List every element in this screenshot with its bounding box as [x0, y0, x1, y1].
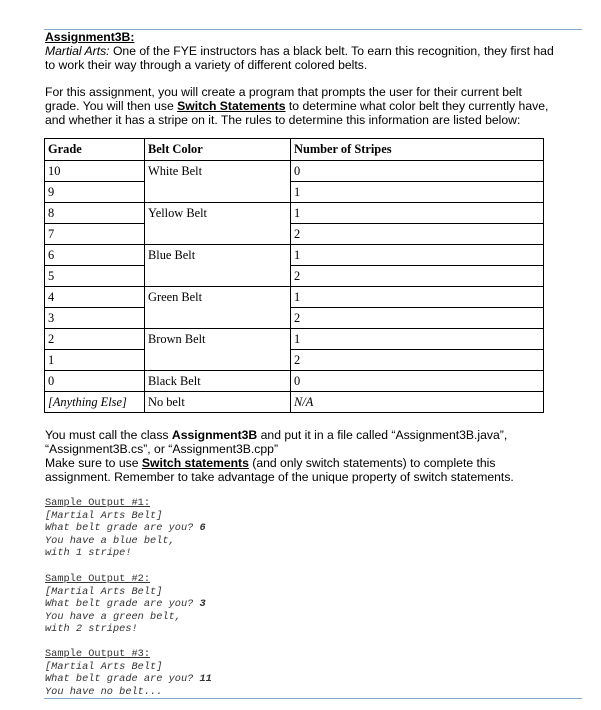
belt-color-cell: Black Belt	[145, 371, 291, 392]
grade-cell: 9	[45, 182, 145, 203]
sample-line: [Martial Arts Belt]	[45, 509, 163, 522]
table-row	[45, 287, 544, 308]
intro-paragraph	[45, 85, 555, 127]
prompt-text: What belt grade are you?	[45, 522, 200, 534]
intro-text-1: For this assignment, you will create a program that prompts the user for their current belt grade. You will then use	[45, 85, 522, 113]
assignment-description	[45, 44, 555, 72]
table-row	[45, 182, 544, 203]
table-row	[45, 392, 544, 413]
switch-statements-link-2: Switch statements	[141, 456, 249, 470]
switch-req-text-1: Make sure to use	[45, 456, 142, 470]
grade-cell: 8	[45, 203, 145, 224]
belt-color-cell: Brown Belt	[145, 329, 291, 371]
class-name: Assignment3B	[171, 428, 258, 442]
sample-result: with 1 stripe!	[45, 547, 132, 559]
sample-prompt	[45, 522, 206, 535]
grade-cell: 3	[45, 308, 145, 329]
topic-label: Martial Arts:	[45, 44, 110, 58]
sample-line: [Martial Arts Belt]	[45, 585, 163, 598]
requirements-paragraph	[45, 428, 555, 484]
header-grade: Grade	[45, 139, 145, 161]
table-row	[45, 350, 544, 371]
switch-statements-link: Switch Statements	[177, 99, 286, 113]
stripes-cell: 1	[291, 329, 544, 350]
stripes-cell: 1	[291, 287, 544, 308]
stripes-cell: 2	[291, 350, 544, 371]
prompt-text: What belt grade are you?	[45, 598, 200, 610]
sample-prompt	[45, 598, 206, 611]
belt-color-cell: Green Belt	[145, 287, 291, 329]
stripes-cell: 2	[291, 224, 544, 245]
header-belt-color: Belt Color	[145, 139, 291, 161]
sample-result: You have a blue belt,	[45, 534, 175, 547]
stripes-cell: 1	[291, 203, 544, 224]
table-row	[45, 203, 544, 224]
sample-result: You have a green belt,	[45, 610, 181, 623]
table-row	[45, 371, 544, 392]
user-input: 11	[199, 673, 212, 685]
user-input: 3	[199, 598, 206, 610]
switch-requirement	[45, 456, 555, 484]
bottom-rule	[44, 698, 582, 699]
belt-color-cell: White Belt	[145, 161, 291, 203]
sample-header: Sample Output #2:	[45, 573, 151, 585]
stripes-cell: N/A	[291, 392, 544, 413]
table-row	[45, 161, 544, 182]
header-stripes: Number of Stripes	[291, 139, 544, 161]
grade-cell: 6	[45, 245, 145, 266]
grade-cell: 10	[45, 161, 145, 182]
belt-color-cell: No belt	[145, 392, 291, 413]
sample-output-3	[45, 648, 212, 698]
grade-cell: 1	[45, 350, 145, 371]
sample-result: You have no belt...	[45, 685, 163, 698]
table-row	[45, 245, 544, 266]
stripes-cell: 2	[291, 266, 544, 287]
assignment-title: Assignment3B:	[45, 30, 135, 44]
grade-cell: 4	[45, 287, 145, 308]
class-requirement	[45, 428, 555, 456]
user-input: 6	[199, 522, 206, 534]
grade-cell: 7	[45, 224, 145, 245]
table-row	[45, 266, 544, 287]
stripes-cell: 1	[291, 182, 544, 203]
belt-rules-table	[44, 138, 544, 413]
table-row	[45, 308, 544, 329]
stripes-cell: 1	[291, 245, 544, 266]
switch-req-text-2: (and only switch statements) to complete this assignment. Remember to take advantage of the unique property of switch statements.	[45, 456, 514, 484]
class-req-text-2: and put it in a file called “Assignment3B.java”, “Assignment3B.cs”, or “Assignment3B.cpp”	[45, 428, 508, 456]
sample-header: Sample Output #3:	[45, 648, 151, 660]
sample-output-1	[45, 497, 206, 560]
grade-cell: 2	[45, 329, 145, 350]
table-body	[45, 161, 544, 413]
sample-prompt	[45, 673, 212, 686]
sample-result: with 2 stripes!	[45, 623, 138, 635]
stripes-cell: 0	[291, 161, 544, 182]
sample-line: [Martial Arts Belt]	[45, 660, 163, 673]
prompt-text: What belt grade are you?	[45, 673, 200, 685]
grade-cell: 0	[45, 371, 145, 392]
description-text: One of the FYE instructors has a black belt. To earn this recognition, they first had to work their way through a variety of different colored belts.	[45, 44, 554, 72]
belt-color-cell: Yellow Belt	[145, 203, 291, 245]
table-header-row	[45, 139, 544, 161]
sample-header: Sample Output #1:	[45, 497, 151, 509]
table-row	[45, 224, 544, 245]
table-row	[45, 329, 544, 350]
intro-text-2: to determine what color belt they currently have, and whether it has a stripe on it. The rules to determine this information are listed below:	[45, 99, 549, 127]
class-req-text-1: You must call the class	[45, 428, 172, 442]
belt-color-cell: Blue Belt	[145, 245, 291, 287]
stripes-cell: 0	[291, 371, 544, 392]
grade-cell: [Anything Else]	[45, 392, 145, 413]
sample-output-2	[45, 573, 206, 636]
assignment-heading	[45, 30, 555, 72]
grade-cell: 5	[45, 266, 145, 287]
stripes-cell: 2	[291, 308, 544, 329]
